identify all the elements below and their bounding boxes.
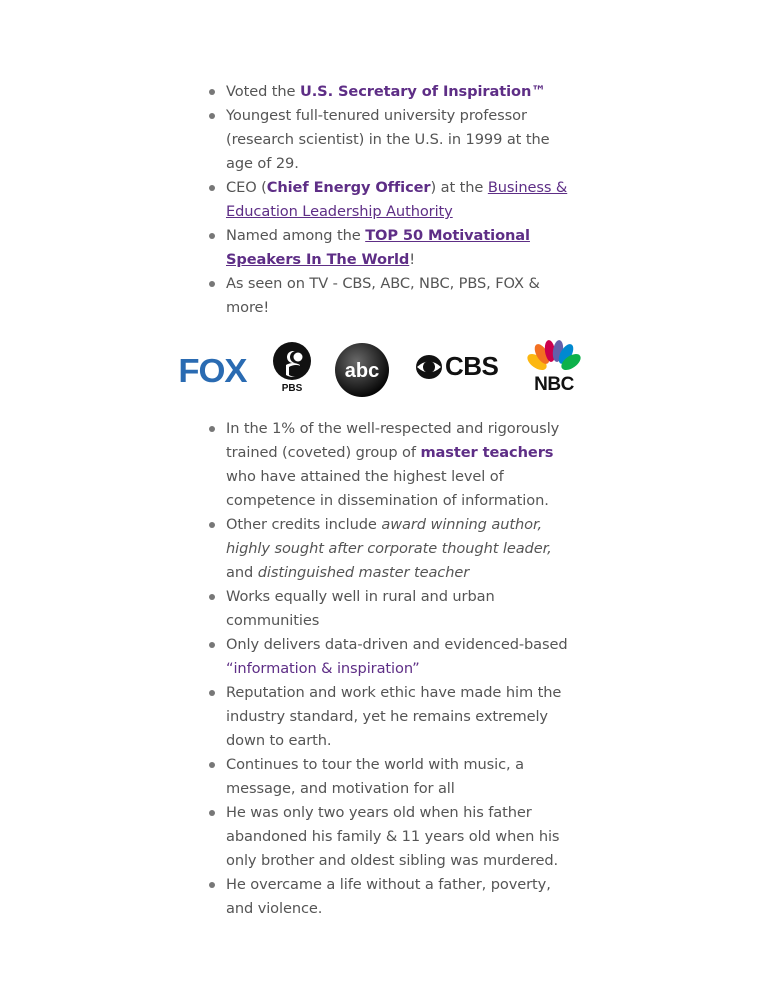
list-item: Reputation and work ethic have made him the industry standard, yet he remains extremely down to earth. [226, 681, 571, 753]
list-item: He overcame a life without a father, poverty, and violence. [226, 873, 571, 921]
master-teachers-highlight: master teachers [420, 444, 554, 461]
list-item: Continues to tour the world with music, a message, and motivation for all [226, 753, 571, 801]
list-item: As seen on TV - CBS, ABC, NBC, PBS, FOX & more! [226, 272, 571, 320]
abc-label: abc [344, 360, 380, 382]
pbs-heads-icon [272, 341, 312, 381]
fox-logo: FOX [178, 352, 247, 389]
tv-network-logos [180, 338, 584, 402]
nbc-peacock-icon [526, 340, 582, 374]
pbs-label: PBS [281, 383, 303, 394]
list-item: Other credits include award winning author, highly sought after corporate thought leader, and distinguished master teacher [226, 513, 571, 585]
cbs-label: CBS [445, 351, 499, 381]
list-item: Only delivers data-driven and evidenced-based “information & inspiration” [226, 633, 571, 681]
secretary-of-inspiration-title: U.S. Secretary of Inspiration™ [299, 83, 546, 100]
list-item: Youngest full-tenured university professor (research scientist) in the U.S. in 1999 at the age of 29. [226, 104, 571, 176]
list-item: In the 1% of the well-respected and rigorously trained (coveted) group of master teachers who have attained the highest level of competence in dissemination of information. [226, 417, 571, 513]
business-education-leadership-link[interactable]: Business & Education Leadership Authority [226, 179, 568, 220]
list-item: CEO (Chief Energy Officer) at the Business & Education Leadership Authority [226, 176, 571, 224]
abc-disc-icon [334, 342, 390, 398]
credentials-list-bottom [226, 417, 571, 921]
credentials-list-top [226, 80, 571, 320]
nbc-label: NBC [534, 374, 574, 395]
list-item: Works equally well in rural and urban communities [226, 585, 571, 633]
information-inspiration-quote: “information & inspiration” [226, 660, 420, 677]
pbs-logo [272, 341, 312, 394]
top-50-speakers-link[interactable]: TOP 50 Motivational Speakers In The World [226, 227, 530, 268]
list-item: Voted the U.S. Secretary of Inspiration™ [226, 80, 571, 104]
list-item: Named among the TOP 50 Motivational Speakers In The World! [226, 224, 571, 272]
nbc-logo [526, 340, 582, 396]
chief-energy-officer-title: Chief Energy Officer [266, 179, 431, 196]
cbs-logo [415, 351, 499, 385]
cbs-eye-icon [415, 353, 445, 381]
abc-logo [334, 342, 390, 402]
list-item: He was only two years old when his father abandoned his family & 11 years old when his only brother and oldest sibling was murdered. [226, 801, 571, 873]
